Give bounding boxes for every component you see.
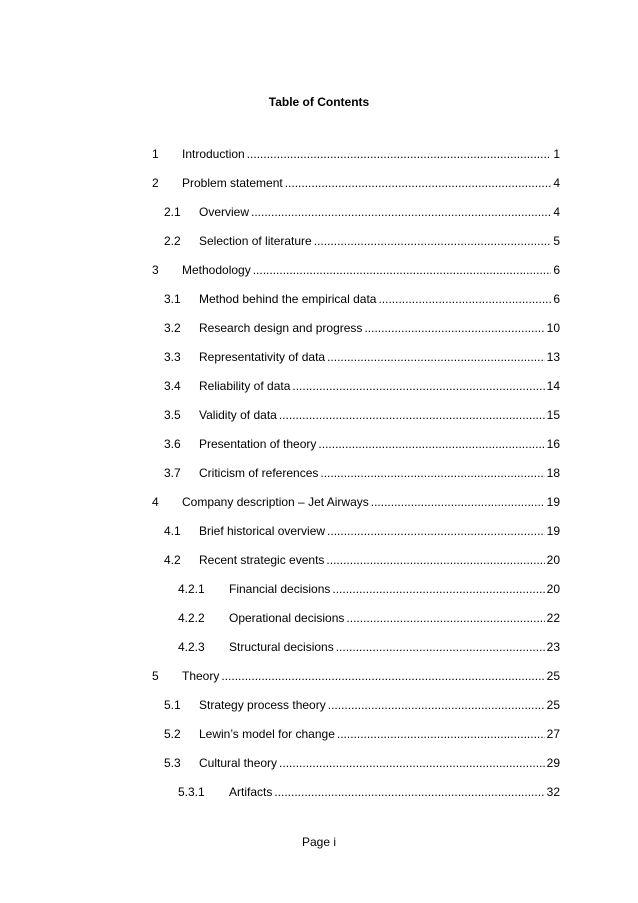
- dot-leader: [332, 581, 544, 597]
- toc-entry-number: 4.2.2: [178, 611, 205, 625]
- toc-entry-title: Problem statement: [182, 176, 283, 190]
- toc-entry-title: Artifacts: [229, 785, 273, 799]
- dot-leader: [326, 552, 544, 568]
- toc-entry[interactable]: [152, 784, 560, 813]
- toc-entry-line: [199, 465, 560, 481]
- toc-entry-page-number: 5: [553, 234, 560, 248]
- toc-entry-title: Cultural theory: [199, 756, 278, 770]
- toc-entry-number: 3.1: [164, 292, 181, 306]
- toc-entry-line: [199, 349, 560, 365]
- toc-entry-line: [199, 697, 560, 713]
- toc-entry-number: 5.1: [164, 698, 181, 712]
- dot-leader: [318, 436, 544, 452]
- dot-leader: [371, 494, 545, 510]
- toc-entry-number: 5: [152, 669, 159, 683]
- dot-leader: [285, 175, 552, 191]
- toc-entry-title: Reliability of data: [199, 379, 291, 393]
- toc-entry-page-number: 19: [546, 524, 560, 538]
- toc-entry-number: 3: [152, 263, 159, 277]
- toc-entry[interactable]: [152, 349, 560, 378]
- toc-entry-page-number: 20: [546, 582, 560, 596]
- toc-entry-page-number: 25: [546, 669, 560, 683]
- toc-entry-number: 2.1: [164, 205, 181, 219]
- toc-entry[interactable]: [152, 146, 560, 175]
- dot-leader: [279, 755, 545, 771]
- toc-entry-line: [199, 436, 560, 452]
- toc-entry-page-number: 1: [553, 147, 560, 161]
- toc-entry-title: Research design and progress: [199, 321, 363, 335]
- toc-entry-number: 4.2: [164, 553, 181, 567]
- toc-entry-number: 4.2.1: [178, 582, 205, 596]
- toc-entry-line: [182, 175, 560, 191]
- toc-entry-line: [199, 523, 560, 539]
- toc-entry[interactable]: [152, 697, 560, 726]
- toc-entry-line: [182, 262, 560, 278]
- page-title: Table of Contents: [268, 95, 370, 109]
- dot-leader: [328, 697, 545, 713]
- toc-entry[interactable]: [152, 407, 560, 436]
- toc-entry[interactable]: [152, 436, 560, 465]
- dot-leader: [346, 610, 544, 626]
- toc-entry-title: Methodology: [182, 263, 251, 277]
- toc-entry-title: Representativity of data: [199, 350, 326, 364]
- toc-entry-title: Lewin’s model for change: [199, 727, 335, 741]
- toc-entry[interactable]: [152, 494, 560, 523]
- toc-entry-page-number: 4: [553, 176, 560, 190]
- toc-entry[interactable]: [152, 465, 560, 494]
- toc-entry-number: 3.3: [164, 350, 181, 364]
- toc-entry-page-number: 19: [546, 495, 560, 509]
- toc-entry-page-number: 16: [546, 437, 560, 451]
- dot-leader: [292, 378, 544, 394]
- toc-entry-number: 1: [152, 147, 159, 161]
- toc-entry-page-number: 25: [546, 698, 560, 712]
- toc-entry-line: [199, 204, 560, 220]
- toc-entry-line: [199, 755, 560, 771]
- toc-entry-page-number: 10: [546, 321, 560, 335]
- dot-leader: [314, 233, 552, 249]
- dot-leader: [251, 204, 551, 220]
- toc-entry[interactable]: [152, 610, 560, 639]
- dot-leader: [327, 523, 545, 539]
- toc-entry-line: [199, 407, 560, 423]
- toc-entry-number: 3.6: [164, 437, 181, 451]
- dot-leader: [221, 668, 544, 684]
- toc-entry[interactable]: [152, 378, 560, 407]
- toc-entry[interactable]: [152, 175, 560, 204]
- toc-entry-title: Company description – Jet Airways: [182, 495, 369, 509]
- toc-entry-title: Introduction: [182, 147, 245, 161]
- toc-entry-number: 5.3.1: [178, 785, 205, 799]
- toc-entry-number: 3.5: [164, 408, 181, 422]
- toc-entry-line: [229, 581, 560, 597]
- toc-entry-number: 2: [152, 176, 159, 190]
- toc-entry-title: Brief historical overview: [199, 524, 326, 538]
- toc-entry-page-number: 6: [553, 292, 560, 306]
- toc-entry-title: Recent strategic events: [199, 553, 325, 567]
- toc-entry-page-number: 18: [546, 466, 560, 480]
- dot-leader: [253, 262, 552, 278]
- toc-entry[interactable]: [152, 581, 560, 610]
- toc-entry[interactable]: [152, 552, 560, 581]
- toc-entry-line: [199, 378, 560, 394]
- table-of-contents: [152, 146, 560, 813]
- toc-entry-title: Presentation of theory: [199, 437, 317, 451]
- toc-entry-title: Method behind the empirical data: [199, 292, 377, 306]
- toc-entry-title: Criticism of references: [199, 466, 319, 480]
- toc-entry-page-number: 27: [546, 727, 560, 741]
- toc-entry-line: [229, 610, 560, 626]
- toc-entry-line: [199, 291, 560, 307]
- toc-entry-page-number: 23: [546, 640, 560, 654]
- toc-entry-number: 4: [152, 495, 159, 509]
- toc-entry-line: [199, 726, 560, 742]
- toc-entry-number: 4.2.3: [178, 640, 205, 654]
- dot-leader: [320, 465, 544, 481]
- toc-entry-number: 3.4: [164, 379, 181, 393]
- toc-entry[interactable]: [152, 262, 560, 291]
- dot-leader: [337, 726, 545, 742]
- dot-leader: [336, 639, 545, 655]
- toc-entry-line: [199, 233, 560, 249]
- toc-entry-page-number: 29: [546, 756, 560, 770]
- toc-entry-number: 3.7: [164, 466, 181, 480]
- toc-entry-line: [229, 639, 560, 655]
- toc-entry[interactable]: [152, 233, 560, 262]
- toc-entry-page-number: 6: [553, 263, 560, 277]
- toc-entry-page-number: 20: [546, 553, 560, 567]
- toc-entry-title: Selection of literature: [199, 234, 312, 248]
- toc-entry[interactable]: [152, 726, 560, 755]
- toc-entry-title: Strategy process theory: [199, 698, 326, 712]
- dot-leader: [274, 784, 544, 800]
- toc-entry-title: Financial decisions: [229, 582, 331, 596]
- toc-entry[interactable]: [152, 755, 560, 784]
- toc-entry-line: [199, 552, 560, 568]
- toc-entry-page-number: 4: [553, 205, 560, 219]
- toc-entry-number: 2.2: [164, 234, 181, 248]
- toc-entry-line: [199, 320, 560, 336]
- toc-entry[interactable]: [152, 320, 560, 349]
- toc-entry-title: Structural decisions: [229, 640, 334, 654]
- toc-entry-page-number: 15: [546, 408, 560, 422]
- toc-entry-title: Overview: [199, 205, 250, 219]
- toc-entry[interactable]: [152, 291, 560, 320]
- dot-leader: [378, 291, 551, 307]
- toc-entry-title: Validity of data: [199, 408, 277, 422]
- toc-entry-line: [182, 494, 560, 510]
- toc-entry[interactable]: [152, 204, 560, 233]
- toc-entry[interactable]: [152, 668, 560, 697]
- toc-entry-title: Operational decisions: [229, 611, 345, 625]
- toc-entry-page-number: 14: [546, 379, 560, 393]
- toc-entry-line: [182, 146, 560, 162]
- toc-entry-number: 5.3: [164, 756, 181, 770]
- toc-entry-page-number: 32: [546, 785, 560, 799]
- toc-entry[interactable]: [152, 523, 560, 552]
- toc-entry-title: Theory: [182, 669, 220, 683]
- toc-entry-number: 4.1: [164, 524, 181, 538]
- toc-entry-page-number: 13: [546, 350, 560, 364]
- toc-entry[interactable]: [152, 639, 560, 668]
- toc-entry-line: [229, 784, 560, 800]
- toc-entry-number: 3.2: [164, 321, 181, 335]
- dot-leader: [327, 349, 545, 365]
- page-footer: Page i: [301, 835, 337, 849]
- dot-leader: [247, 146, 552, 162]
- toc-entry-number: 5.2: [164, 727, 181, 741]
- toc-entry-page-number: 22: [546, 611, 560, 625]
- dot-leader: [279, 407, 545, 423]
- toc-entry-line: [182, 668, 560, 684]
- dot-leader: [364, 320, 544, 336]
